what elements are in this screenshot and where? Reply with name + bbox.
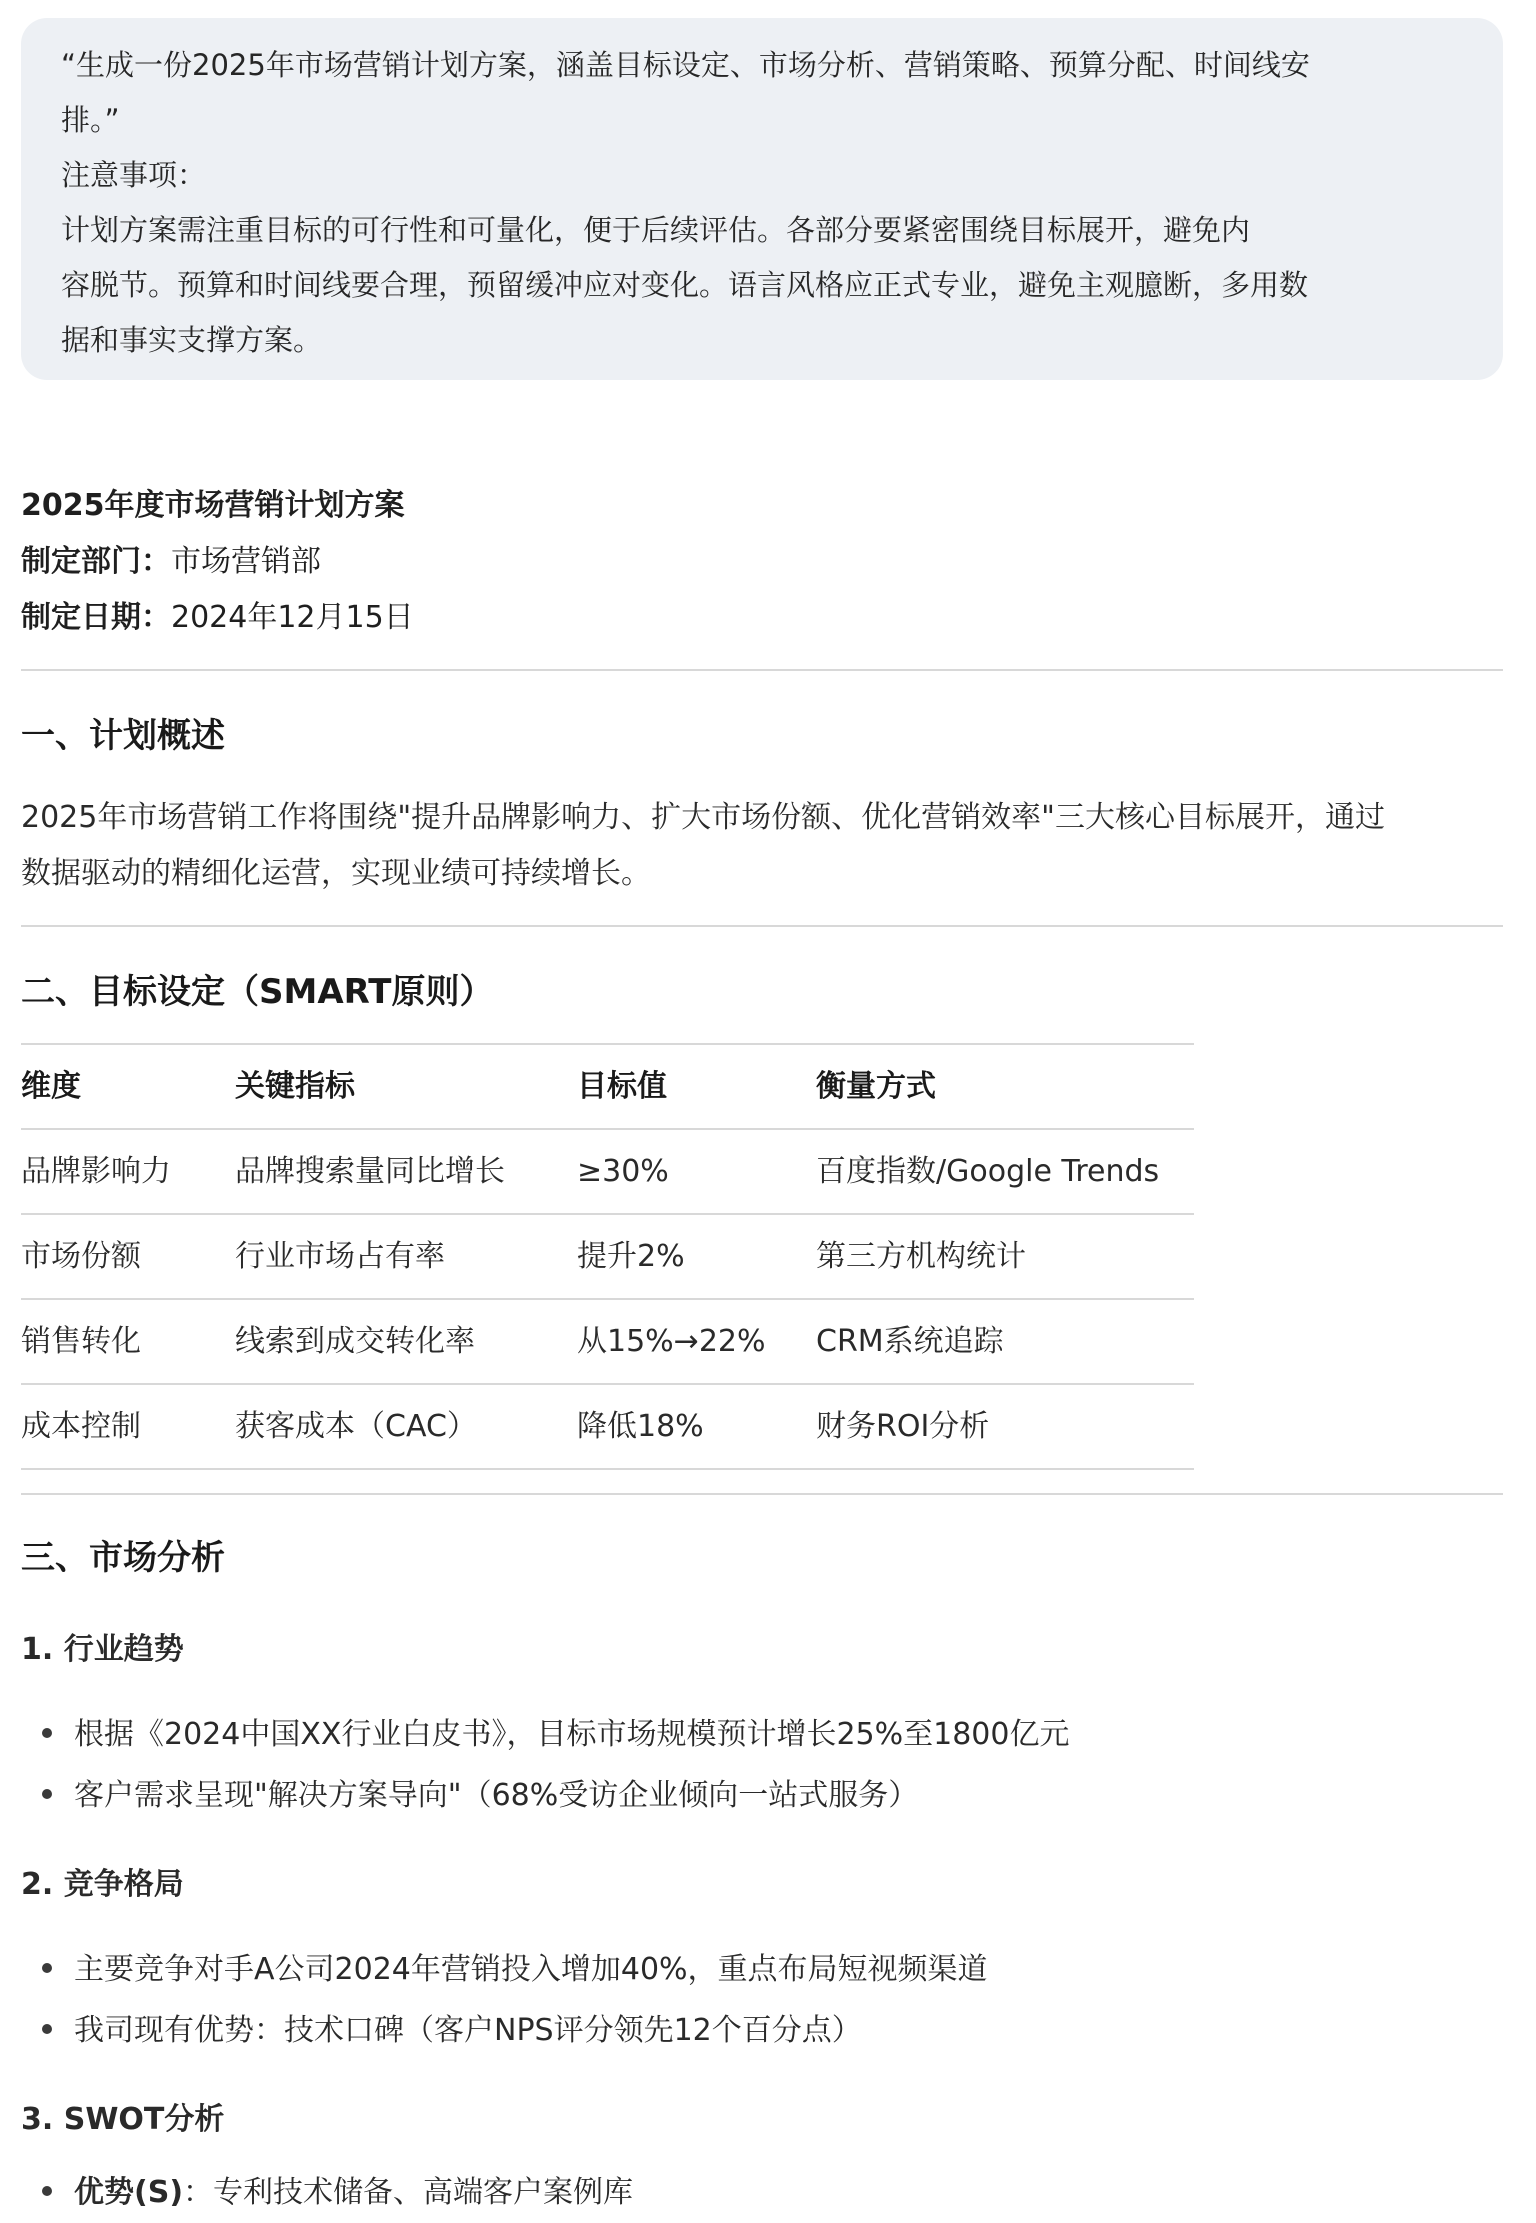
list-item bbox=[42, 1942, 988, 1998]
subsection-title-competition: 2. 竞争格局 bbox=[21, 1867, 184, 1902]
table-cell: 品牌搜索量同比增长 bbox=[235, 1154, 505, 1189]
section-heading-market: 三、市场分析 bbox=[21, 1538, 225, 1578]
table-header-cell: 关键指标 bbox=[235, 1069, 355, 1104]
date-value: 2024年12月15日 bbox=[171, 600, 414, 635]
list-item bbox=[42, 2165, 633, 2221]
section-heading-overview: 一、计划概述 bbox=[21, 716, 225, 756]
table-cell: 提升2% bbox=[577, 1239, 685, 1274]
list-item-text: 客户需求呈现"解决方案导向"（68%受访企业倾向一站式服务） bbox=[74, 1778, 919, 1813]
table-cell: ≥30% bbox=[577, 1154, 669, 1189]
divider bbox=[21, 669, 1503, 671]
document-title: 2025年度市场营销计划方案 bbox=[21, 488, 405, 523]
table-cell: 品牌影响力 bbox=[21, 1154, 171, 1189]
bullet-dot-icon bbox=[42, 1728, 52, 1738]
list-item-text: 根据《2024中国XX行业白皮书》，目标市场规模预计增长25%至1800亿元 bbox=[74, 1717, 1070, 1752]
table-cell: 百度指数/Google Trends bbox=[816, 1154, 1160, 1189]
table-header-cell: 衡量方式 bbox=[816, 1069, 936, 1104]
prompt-line: 据和事实支撑方案。 bbox=[61, 323, 323, 357]
table-row bbox=[21, 1300, 1194, 1385]
bullet-dot-icon bbox=[42, 2024, 52, 2034]
list-item bbox=[42, 2003, 862, 2059]
table-cell: 销售转化 bbox=[21, 1324, 141, 1359]
table-cell: 线索到成交转化率 bbox=[235, 1324, 475, 1359]
list-item bbox=[42, 1768, 918, 1824]
table-header-cell: 维度 bbox=[21, 1069, 81, 1104]
department-value: 市场营销部 bbox=[171, 544, 321, 579]
table-cell: 降低18% bbox=[577, 1409, 704, 1444]
subsection-title-trends: 1. 行业趋势 bbox=[21, 1632, 184, 1667]
list-item-text: 专利技术储备、高端客户案例库 bbox=[213, 2175, 634, 2210]
department-line bbox=[21, 534, 321, 590]
swot-strength-label: 优势(S) bbox=[74, 2175, 184, 2210]
table-row bbox=[21, 1130, 1194, 1215]
table-row bbox=[21, 1385, 1194, 1470]
table-header-row bbox=[21, 1045, 1194, 1130]
bullet-dot-icon bbox=[42, 1789, 52, 1799]
list-item-text: 主要竞争对手A公司2024年营销投入增加40%，重点布局短视频渠道 bbox=[74, 1952, 988, 1987]
date-label: 制定日期： bbox=[21, 600, 171, 635]
prompt-line: “生成一份2025年市场营销计划方案，涵盖目标设定、市场分析、营销策略、预算分配、时间线安 bbox=[61, 48, 1310, 82]
prompt-line: 注意事项： bbox=[61, 158, 207, 192]
section-heading-goals: 二、目标设定（SMART原则） bbox=[21, 972, 494, 1012]
subsection-title-swot: 3. SWOT分析 bbox=[21, 2102, 225, 2137]
divider bbox=[21, 925, 1503, 927]
user-prompt-bubble bbox=[21, 18, 1503, 380]
table-cell: 市场份额 bbox=[21, 1239, 141, 1274]
list-item-text: 我司现有优势：技术口碑（客户NPS评分领先12个百分点） bbox=[74, 2013, 862, 2048]
bullet-dot-icon bbox=[42, 1963, 52, 1973]
table-cell: 成本控制 bbox=[21, 1409, 141, 1444]
goals-table bbox=[21, 1043, 1194, 1470]
table-cell: 获客成本（CAC） bbox=[235, 1409, 477, 1444]
table-cell: 行业市场占有率 bbox=[235, 1239, 445, 1274]
divider bbox=[21, 1493, 1503, 1495]
prompt-line: 容脱节。预算和时间线要合理，预留缓冲应对变化。语言风格应正式专业，避免主观臆断，多用数 bbox=[61, 268, 1309, 302]
table-row bbox=[21, 1215, 1194, 1300]
overview-paragraph-line: 数据驱动的精细化运营，实现业绩可持续增长。 bbox=[21, 856, 651, 891]
overview-paragraph-line: 2025年市场营销工作将围绕"提升品牌影响力、扩大市场份额、优化营销效率"三大核心目标展开，通过 bbox=[21, 800, 1385, 835]
department-label: 制定部门： bbox=[21, 544, 171, 579]
prompt-line: 排。” bbox=[61, 103, 120, 137]
table-cell: CRM系统追踪 bbox=[816, 1324, 1004, 1359]
table-cell: 从15%→22% bbox=[577, 1324, 766, 1359]
list-item bbox=[42, 1707, 1069, 1763]
prompt-line: 计划方案需注重目标的可行性和可量化，便于后续评估。各部分要紧密围绕目标展开，避免内 bbox=[61, 213, 1251, 247]
table-header-cell: 目标值 bbox=[577, 1069, 667, 1104]
table-cell: 第三方机构统计 bbox=[816, 1239, 1026, 1274]
swot-separator: ： bbox=[183, 2175, 214, 2210]
table-cell: 财务ROI分析 bbox=[816, 1409, 990, 1444]
date-line bbox=[21, 590, 414, 646]
bullet-dot-icon bbox=[42, 2186, 52, 2196]
